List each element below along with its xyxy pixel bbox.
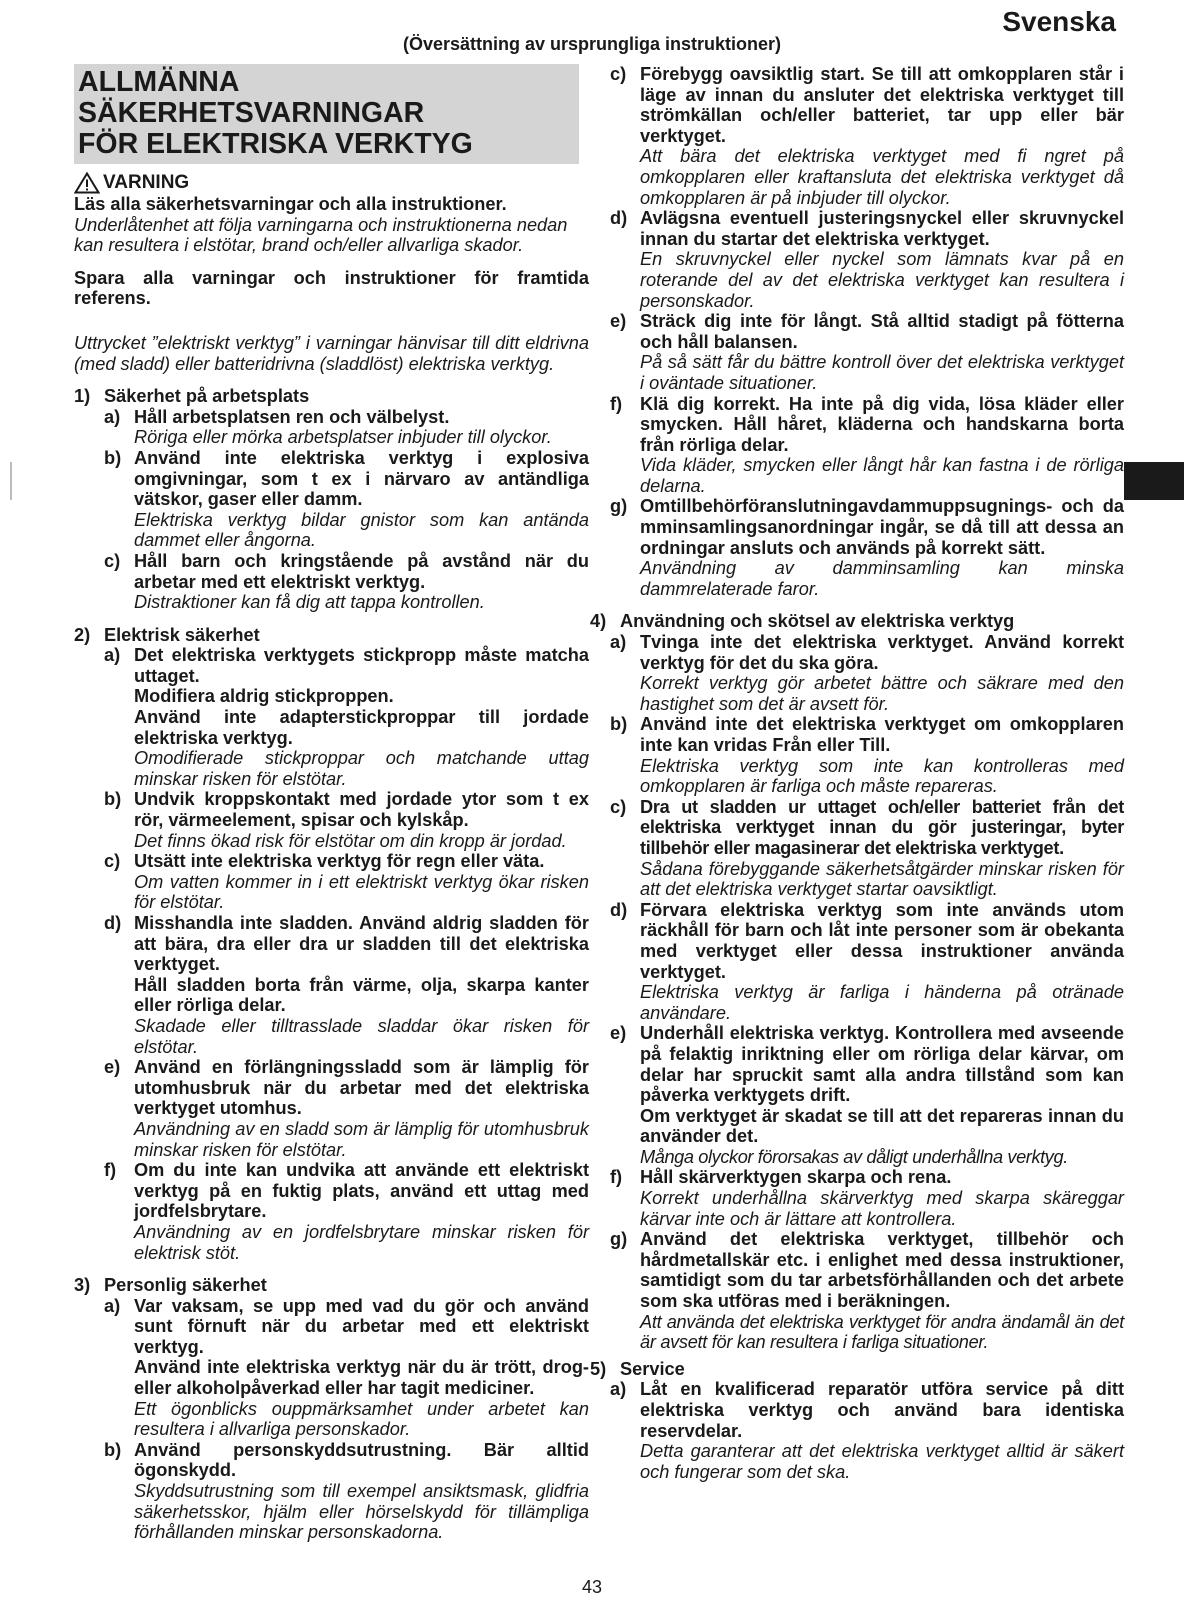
item-note: Användning av en sladd som är lämplig för utomhusbruk minskar risken för elstötar. [134,1118,589,1160]
list-item: d) Avlägsna eventuell justeringsnyckel eller skruvnyckel innan du startar det elektriska verktyget. [610,208,1124,249]
item-note: Att använda det elektriska verktyget för andra ändamål än det är avsett för kan resultera i farliga situationer. [640,1311,1124,1353]
list-item: g) Omtillbehörföranslutningavdammuppsugnings- och damminsamlingsanordningar ingår, se då till att dessa anordningar ansluts och används på korrekt sätt. [610,496,1124,558]
section-4-heading: 4) Användning och skötsel av elektriska verktyg [590,611,1015,632]
list-item: c) Utsätt inte elektriska verktyg för regn eller väta. [104,851,545,872]
item-note: Elektriska verktyg bildar gnistor som kan antända dammet eller ångorna. [134,509,589,551]
list-item: a) Var vaksam, se upp med vad du gör och använd sunt förnuft när du arbetar med ett elektriskt verktyg. [104,1295,589,1357]
definition-paragraph: Uttrycket ”elektriskt verktyg” i varningar hänvisar till ditt eldrivna (med sladd) eller batteridrivna (sladdlöst) elektriska verktyg. [74,332,589,374]
language-label: Svenska [1002,6,1116,37]
list-item: d) Förvara elektriska verktyg som inte används utom räckhåll för barn och låt inte personer som är obekanta med verktyget eller dessa instruktioner använda verktyget. [610,899,1124,982]
list-item: e) Underhåll elektriska verktyg. Kontrollera med avseende på felaktig inriktning eller om rörliga delar kärvar, om delar har spruckit samt alla andra tillstånd som kan påverka verktygets drift. [610,1023,1124,1106]
item-note: Användning av en jordfelsbrytare minskar risken för elektrisk stöt. [134,1221,589,1263]
list-item: c) Förebygg oavsiktlig start. Se till att omkopplaren står i läge av innan du ansluter det elektriska verktyget till strömkällan och/eller batteriet, tar upp eller bär verktyget. [610,64,1124,146]
item-text: Modifiera aldrig stickproppen. [134,686,394,707]
section-2-heading: 2) Elektrisk säkerhet [74,624,260,645]
save-instructions: Spara alla varningar och instruktioner för framtida referens. [74,267,589,309]
item-note: Elektriska verktyg är farliga i händerna på otränade användare. [640,982,1124,1023]
item-text: Använd inte elektriska verktyg när du är trött, drog- eller alkoholpåverkad eller har tagit mediciner. [134,1357,589,1399]
item-note: Om vatten kommer in i ett elektriskt verktyg ökar risken för elstötar. [134,871,589,913]
warning-label: VARNING [103,171,190,193]
section-3-heading: 3) Personlig säkerhet [74,1275,267,1296]
list-item: g) Använd det elektriska verktyget, tillbehör och hårdmetallskär etc. i enlighet med dessa instruktioner, samtidigt som du tar arbetsförhållanden och det arbete som ska utföras med i beräkningen. [610,1229,1124,1312]
page-title: ALLMÄNNA SÄKERHETSVARNINGAR FÖR ELEKTRISKA VERKTYG [74,64,579,164]
edge-mark [10,462,12,500]
list-item: f) Håll skärverktygen skarpa och rena. [610,1167,952,1188]
list-item: a) Håll arbetsplatsen ren och välbelyst. [104,406,450,427]
section-1-heading: 1) Säkerhet på arbetsplats [74,386,310,407]
item-note: Sådana förebyggande säkerhetsåtgärder minskar risken för att det elektriska verktyget startar oavsiktligt. [640,858,1124,900]
item-note: Röriga eller mörka arbetsplatser inbjuder till olyckor. [134,427,552,448]
item-text: Använd inte adapterstickproppar till jordade elektriska verktyg. [134,707,589,748]
item-note: Vida kläder, smycken eller långt hår kan fastna i de rörliga delarna. [640,455,1124,496]
left-column [74,64,589,1543]
list-item: b) Använd inte elektriska verktyg i explosiva omgivningar, som t ex i närvaro av antändliga vätskor, gaser eller damm. [104,447,589,510]
item-note: Det finns ökad risk för elstötar om din kropp är jordad. [134,830,567,851]
list-item: b) Undvik kroppskontakt med jordade ytor som t ex rör, värmeelement, spisar och kylskåp. [104,789,589,831]
list-item: b) Använd inte det elektriska verktyget om omkopplaren inte kan vridas Från eller Till. [610,714,1124,755]
item-note: Skyddsutrustning som till exempel ansiktsmask, glidfria säkerhetsskor, hjälm eller hörselskydd för tillämpliga förhållanden minskar personskadorna. [134,1481,589,1543]
list-item: a) Det elektriska verktygets stickpropp måste matcha uttaget. [104,645,589,686]
item-note: En skruvnyckel eller nyckel som lämnats kvar på en roterande del av det elektriska verktyget kan resultera i personskador. [640,249,1124,311]
list-item: d) Misshandla inte sladden. Använd aldrig sladden för att bära, dra eller dra ur sladden till det elektriska verktyget. [104,913,589,975]
list-item: e) Använd en förlängningssladd som är lämplig för utomhusbruk när du arbetar med det elektriska verktyget utomhus. [104,1057,589,1119]
item-text: Håll sladden borta från värme, olja, skarpa kanter eller rörliga delar. [134,974,589,1016]
warning-triangle-icon [74,172,100,194]
warning-consequence: Underlåtenhet att följa varningarna och instruktionerna nedan kan resultera i elstötar, brand och/eller allvarliga skador. [74,214,568,256]
item-note: Att bära det elektriska verktyget med fi ngret på omkopplaren eller kraftansluta det elektriska verktyget då omkopplaren är på inbjuder till olyckor. [640,146,1124,208]
page-subtitle: (Översättning av ursprungliga instruktioner) [402,34,782,54]
item-note: Korrekt verktyg gör arbetet bättre och säkrare med den hastighet som det är avsett för. [640,673,1124,714]
item-note: På så sätt får du bättre kontroll över det elektriska verktyget i oväntade situationer. [640,352,1124,393]
item-text: Om verktyget är skadat se till att det repareras innan du använder det. [640,1105,1124,1147]
read-all-instruction: Läs alla säkerhetsvarningar och alla instruktioner. [74,194,507,214]
list-item: f) Klä dig korrekt. Ha inte på dig vida, lösa kläder eller smycken. Håll håret, kläderna och handskarna borta från rörliga delar. [610,393,1124,455]
list-item: a) Tvinga inte det elektriska verktyget. Använd korrekt verktyg för det du ska göra. [610,632,1124,673]
warning-header [74,172,589,194]
page-number: 43 [581,1577,603,1597]
item-note: Många olyckor förorsakas av dåligt underhållna verktyg. [640,1146,1068,1167]
item-note: Distraktioner kan få dig att tappa kontrollen. [134,592,485,613]
item-note: Omodifierade stickproppar och matchande uttag minskar risken för elstötar. [134,748,589,789]
list-item: c) Dra ut sladden ur uttaget och/eller batteriet från det elektriska verktyget innan du gör justeringar, byter tillbehör eller magasinerar det elektriska verktyget. [610,796,1124,858]
item-note: Korrekt underhållna skärverktyg med skarpa skäreggar kärvar inte och är lättare att kontrollera. [640,1188,1124,1229]
list-item: c) Håll barn och kringstående på avstånd när du arbetar med ett elektriskt verktyg. [104,550,589,592]
list-item: a) Låt en kvalificerad reparatör utföra service på ditt elektriska verktyg och använd bara identiska reservdelar. [610,1379,1124,1441]
language-thumb-tab [1124,462,1184,500]
list-item: f) Om du inte kan undvika att använde ett elektriskt verktyg på en fuktig plats, använd ett uttag med jordfelsbrytare. [104,1160,589,1222]
item-note: Elektriska verktyg som inte kan kontrolleras med omkopplaren är farliga och måste repareras. [640,755,1124,797]
item-note: Användning av damminsamling kan minska dammrelaterade faror. [640,558,1124,599]
item-note: Skadade eller tilltrasslade sladdar ökar risken för elstötar. [134,1015,589,1057]
list-item: e) Sträck dig inte för långt. Stå alltid stadigt på fötterna och håll balansen. [610,311,1124,352]
item-note: Ett ögonblicks ouppmärksamhet under arbetet kan resultera i allvarliga personskador. [134,1398,589,1440]
item-note: Detta garanterar att det elektriska verktyget alltid är säkert och fungerar som det ska. [640,1441,1124,1482]
right-column [590,64,1124,1482]
list-item: b) Använd personskyddsutrustning. Bär alltid ögonskydd. [104,1439,589,1481]
section-5-heading: 5) Service [590,1358,685,1379]
